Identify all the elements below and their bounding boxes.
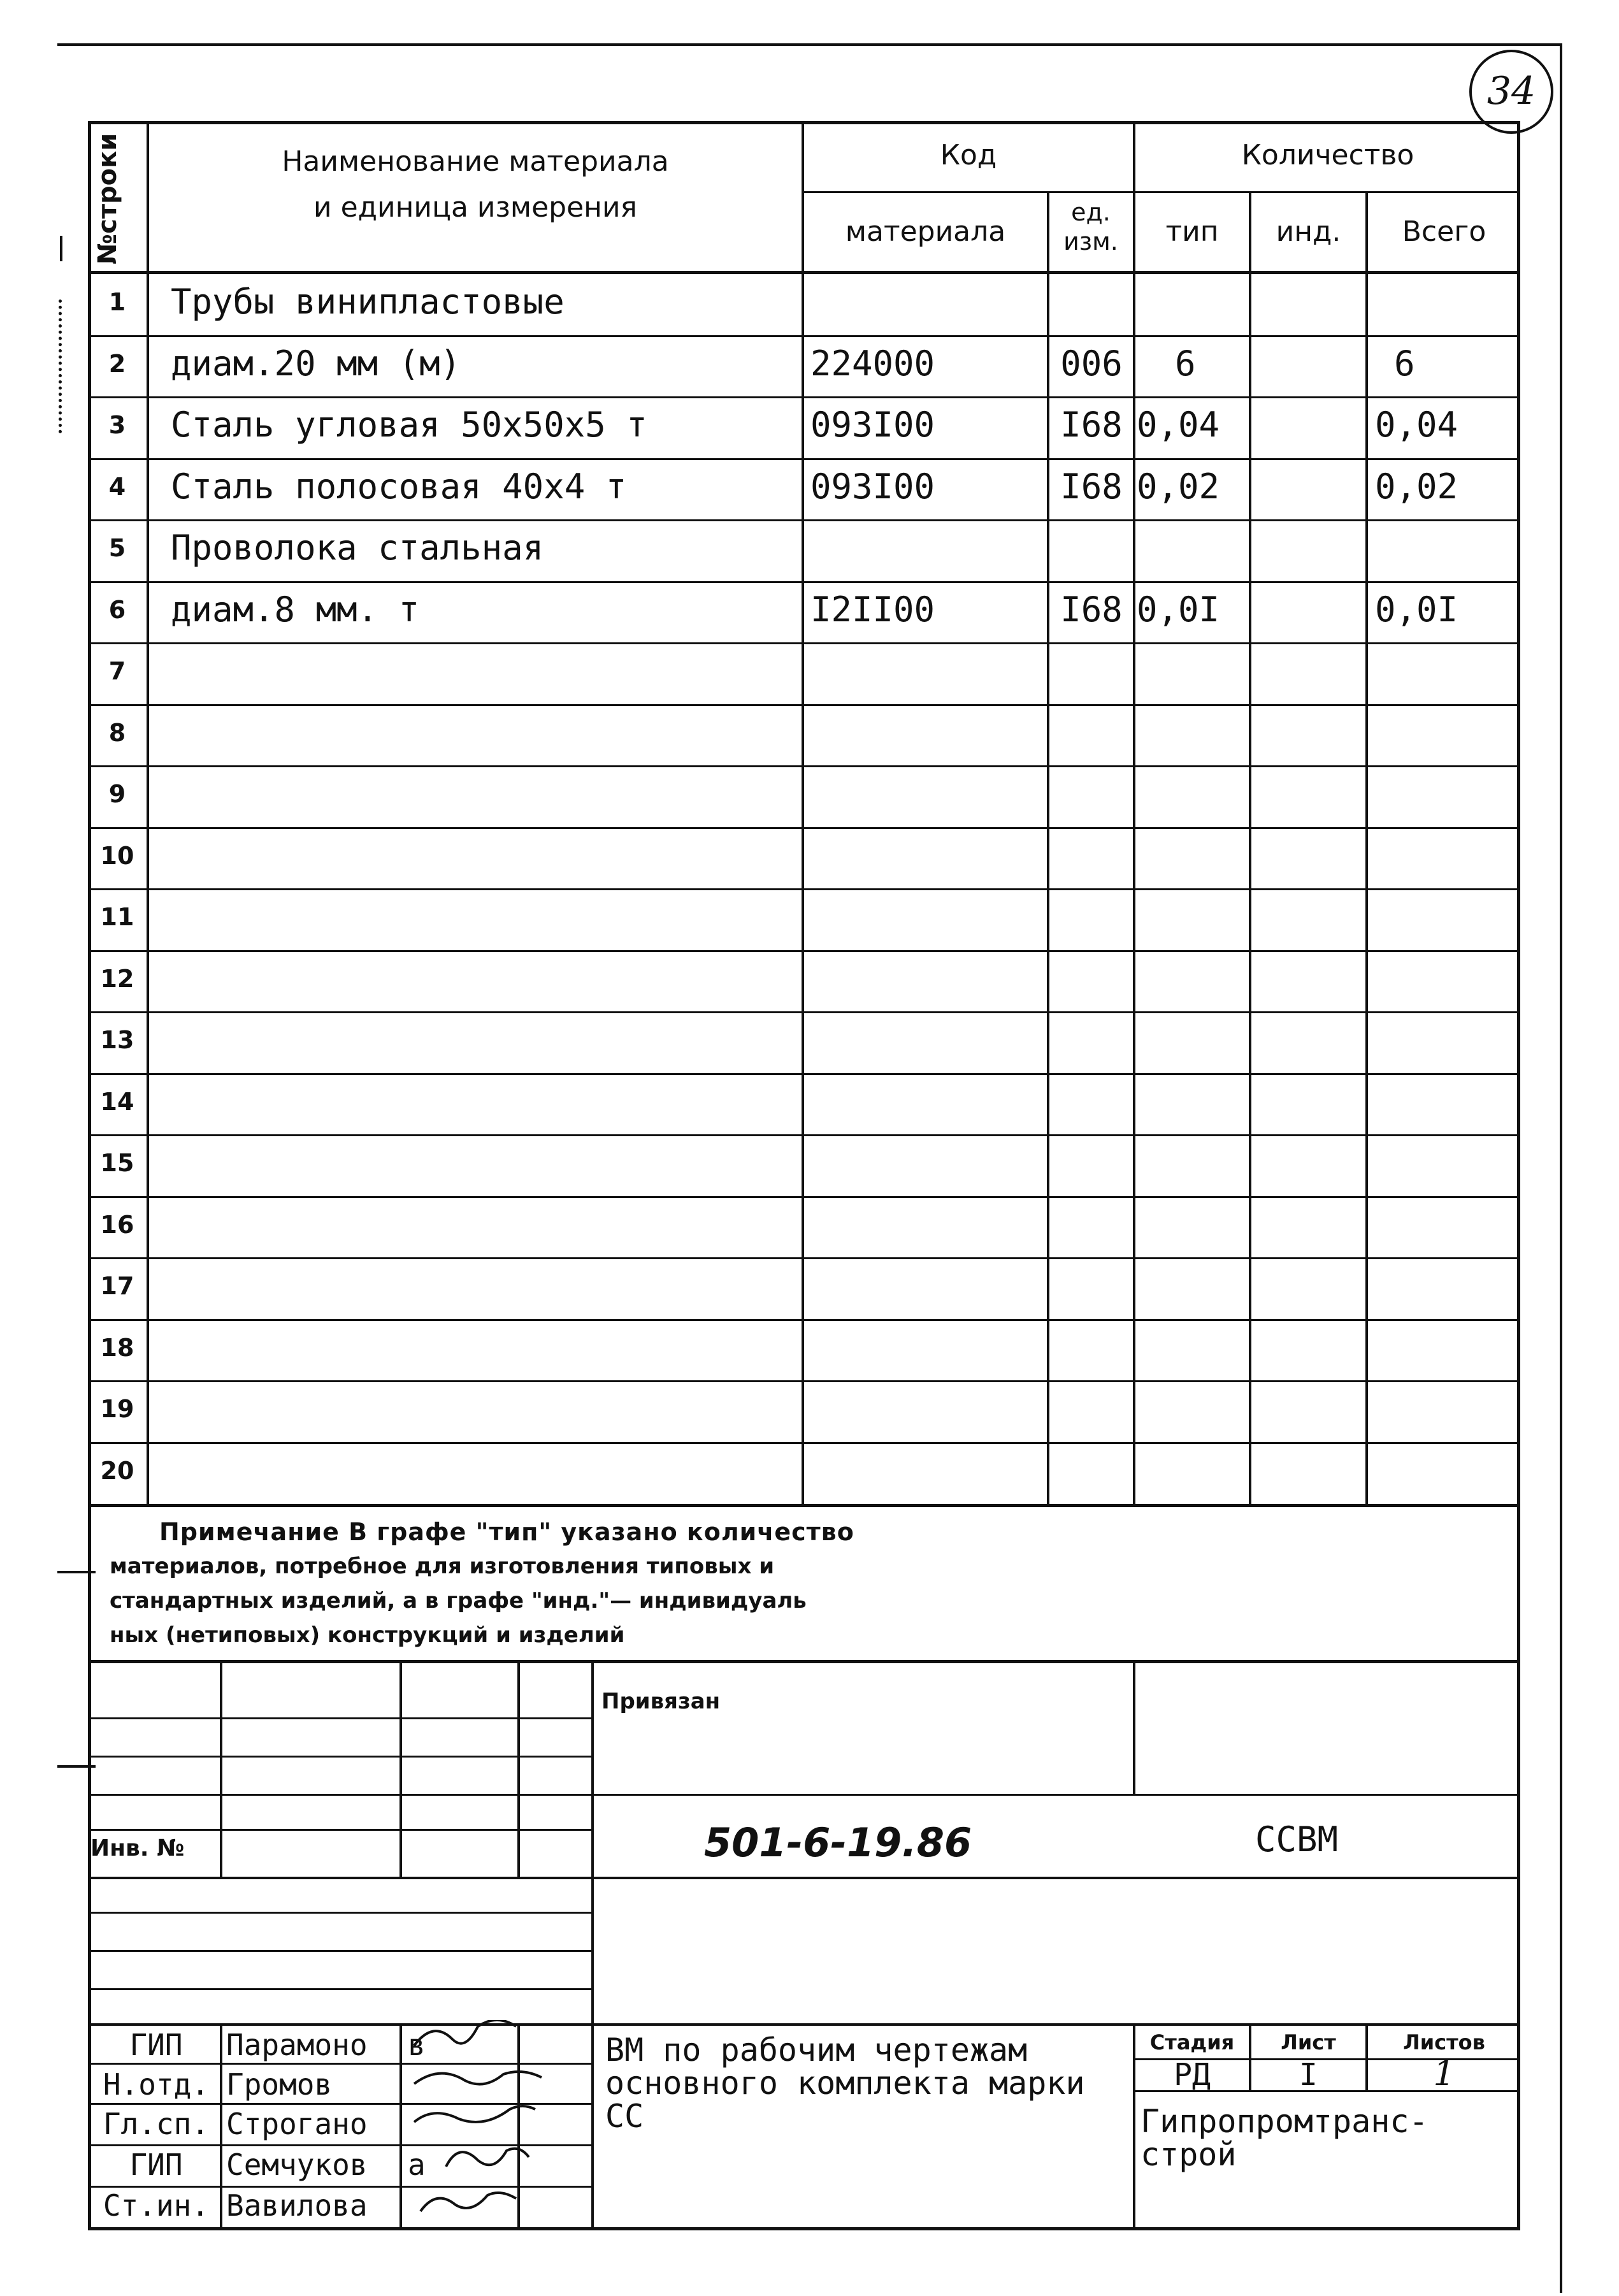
row-number: 5 (108, 534, 126, 562)
row-number: 15 (100, 1149, 134, 1177)
title-block-top (88, 1660, 1520, 1663)
staff-name: Громов (226, 2067, 333, 2102)
tb-vline (399, 1660, 402, 1877)
row-number: 18 (100, 1333, 134, 1362)
row-divider (88, 1380, 1520, 1382)
row-number: 20 (100, 1456, 134, 1485)
code-material-header: материала (845, 215, 1006, 248)
staff-signature-mark: в (408, 2028, 426, 2062)
qty-type: 0,0I (1137, 589, 1220, 630)
tb-hline (88, 2023, 1520, 2026)
qty-type: 0,02 (1137, 466, 1220, 507)
row-number: 7 (108, 657, 126, 685)
qty-ind-header: инд. (1276, 215, 1341, 248)
material-name-header-1: Наименование материала (282, 145, 669, 178)
row-number: 11 (100, 903, 134, 931)
staff-name: Парамоно (226, 2028, 368, 2062)
row-number: 19 (100, 1395, 134, 1423)
row-divider (88, 827, 1520, 829)
staff-name: Семчуков (226, 2148, 368, 2182)
material-name: диам.20 мм (м) (171, 343, 461, 384)
col-line-num (147, 121, 149, 1504)
title-line-1: ВМ по рабочим чертежам (605, 2032, 1028, 2069)
row-number: 10 (100, 841, 134, 870)
tb-vline (517, 1660, 520, 1877)
staff-role: Гл.сп. (103, 2107, 210, 2141)
staff-role: Н.отд. (103, 2067, 210, 2102)
organization-line-1: Гипропромтранс- (1140, 2103, 1428, 2140)
qty-type-header: тип (1165, 215, 1219, 248)
table-bottom-line (88, 1504, 1520, 1507)
row-divider (88, 581, 1520, 583)
margin-tick (60, 236, 62, 261)
qty-type: 6 (1175, 343, 1196, 384)
materials-table (88, 121, 1520, 1523)
sheet-label: Лист (1281, 2030, 1336, 2054)
qty-total: 0,0I (1375, 589, 1458, 630)
row-divider (88, 1011, 1520, 1013)
row-number: 9 (108, 780, 126, 808)
material-code: 224000 (810, 343, 935, 384)
material-name: Сталь полосовая 40х4 т (171, 466, 627, 507)
document-mark: ССВМ (1255, 1819, 1339, 1859)
row-number: 4 (108, 472, 126, 501)
row-divider (88, 458, 1520, 460)
tb-hline (591, 1794, 1520, 1796)
organization-line-2: строй (1140, 2136, 1237, 2173)
col-line-name (802, 121, 804, 1504)
row-divider (88, 1257, 1520, 1259)
sheet-value: I (1299, 2057, 1318, 2093)
material-name: Сталь угловая 50х50х5 т (171, 405, 647, 445)
note-line-4: ных (нетиповых) конструкций и изделий (110, 1622, 625, 1648)
bound-label: Привязан (601, 1689, 721, 1714)
tb-vline (220, 1660, 222, 1877)
sheets-value: 1 (1433, 2053, 1455, 2093)
row-divider (88, 519, 1520, 521)
code-unit-header: ед. изм. (1063, 198, 1118, 256)
row-divider (88, 888, 1520, 890)
col-line-ind (1365, 191, 1368, 1504)
row-divider (88, 704, 1520, 706)
note-line-3: стандартных изделий, а в графе "инд."— индивидуаль (110, 1588, 807, 1614)
tb-hline (88, 1877, 1520, 1879)
col-line-unit (1133, 121, 1135, 1504)
frame-right (1517, 1504, 1520, 2230)
material-code: 093I00 (810, 405, 935, 445)
row-divider (88, 1442, 1520, 1444)
tb-hline (88, 1756, 591, 1758)
title-line-2: основного комплекта марки (605, 2065, 1085, 2102)
sheets-label: Листов (1403, 2030, 1485, 2054)
note-line-2: материалов, потребное для изготовления типовых и (110, 1554, 775, 1579)
row-number: 12 (100, 964, 134, 993)
row-divider (88, 765, 1520, 767)
tb-vline-bound (1133, 1660, 1135, 1794)
tb-hline (88, 1717, 591, 1719)
material-name: Трубы винипластовые (171, 282, 565, 322)
quantity-header: Количество (1241, 139, 1414, 171)
row-number: 8 (108, 718, 126, 747)
document-code: 501-6-19.86 (704, 1819, 972, 1866)
col-line-code (1047, 191, 1049, 1504)
page-number: 34 (1486, 69, 1536, 113)
row-number-header: №строки (93, 133, 122, 264)
row-number: 13 (100, 1026, 134, 1054)
title-line-3: СС (605, 2098, 644, 2135)
tb-vline (220, 2023, 222, 2228)
staff-name: Вавилова (226, 2188, 368, 2223)
row-divider (88, 1196, 1520, 1198)
qty-total-header: Всего (1402, 215, 1486, 248)
qty-total: 6 (1394, 343, 1415, 384)
row-number: 14 (100, 1087, 134, 1116)
qty-total: 0,02 (1375, 466, 1458, 507)
frame-left (88, 1504, 91, 2230)
stage-label: Стадия (1149, 2030, 1235, 2054)
row-number: 6 (108, 595, 126, 624)
row-number: 17 (100, 1272, 134, 1300)
margin-dots (59, 300, 66, 433)
row-divider (88, 335, 1520, 337)
staff-role: ГИП (129, 2028, 183, 2062)
top-rule (57, 43, 1561, 46)
row-divider (88, 1073, 1520, 1075)
col-line-type (1249, 191, 1251, 1504)
row-divider (88, 1134, 1520, 1136)
signatures (401, 2020, 593, 2230)
right-margin-line (1560, 43, 1562, 2293)
unit-code: 006 (1060, 343, 1123, 384)
unit-code: I68 (1060, 466, 1123, 507)
staff-role: ГИП (129, 2148, 183, 2182)
tb-hline (88, 1829, 591, 1831)
stage-value: РД (1174, 2057, 1211, 2093)
tb-hline (88, 1912, 591, 1914)
material-code: 093I00 (810, 466, 935, 507)
inventory-number-label: Инв. № (90, 1835, 185, 1861)
material-name: Проволока стальная (171, 528, 544, 568)
material-name: диам.8 мм. т (171, 589, 420, 630)
row-number: 2 (108, 349, 126, 378)
row-number: 1 (108, 288, 126, 316)
material-name-header-2: и единица измерения (313, 191, 638, 224)
tb-hline (88, 1950, 591, 1952)
row-divider (88, 642, 1520, 644)
tb-hline (88, 1988, 591, 1990)
code-header: Код (940, 139, 997, 171)
tb-hline (88, 1794, 591, 1796)
material-code: I2II00 (810, 589, 935, 630)
row-number: 16 (100, 1210, 134, 1239)
staff-role: Ст.ин. (103, 2188, 210, 2223)
note-line-1: Примечание В графе "тип" указано количество (159, 1518, 854, 1546)
header-subline (802, 191, 1520, 193)
unit-code: I68 (1060, 405, 1123, 445)
header-bottom-line (88, 271, 1520, 274)
unit-code: I68 (1060, 589, 1123, 630)
row-number: 3 (108, 411, 126, 439)
staff-name: Строгано (226, 2107, 368, 2141)
row-divider (88, 396, 1520, 398)
title-block-bottom (88, 2227, 1520, 2230)
row-divider (88, 950, 1520, 952)
staff-signature-mark: а (408, 2148, 426, 2182)
qty-total: 0,04 (1375, 405, 1458, 445)
qty-type: 0,04 (1137, 405, 1220, 445)
row-divider (88, 1319, 1520, 1321)
